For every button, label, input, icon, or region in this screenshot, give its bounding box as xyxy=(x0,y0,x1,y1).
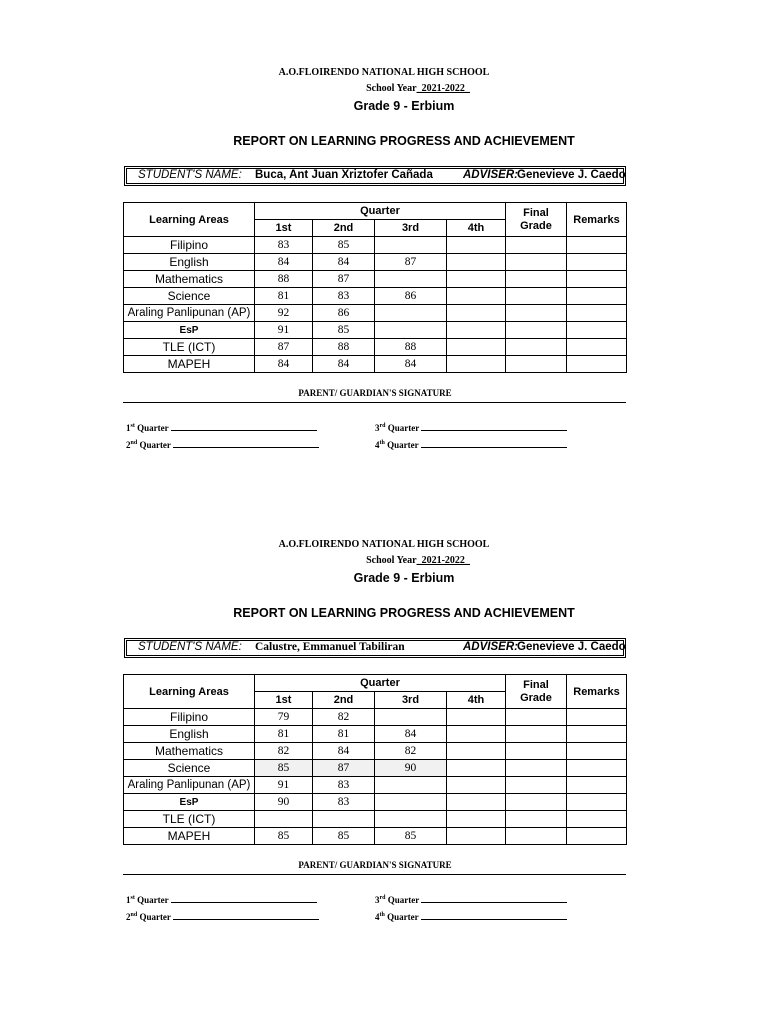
final-grade-cell xyxy=(506,726,567,743)
header-final-grade: Final Grade xyxy=(506,675,567,709)
grades-table xyxy=(123,202,627,373)
header-q2: 2nd xyxy=(313,220,375,237)
table-row xyxy=(124,271,627,288)
signature-divider xyxy=(123,402,626,403)
signature-line xyxy=(421,911,567,920)
adviser-name: Genevieve J. Caedo xyxy=(517,169,626,181)
grade-q1: 90 xyxy=(255,794,313,811)
grade-q4 xyxy=(447,777,506,794)
grade-q3: 84 xyxy=(375,726,447,743)
grade-q4 xyxy=(447,237,506,254)
final-grade-cell xyxy=(506,709,567,726)
signature-line xyxy=(421,894,567,903)
signature-line xyxy=(171,422,317,431)
grade-q3 xyxy=(375,811,447,828)
header-quarter: Quarter xyxy=(255,675,506,692)
grade-q4 xyxy=(447,709,506,726)
grade-q1: 92 xyxy=(255,305,313,322)
grade-q1: 84 xyxy=(255,254,313,271)
grade-q2: 83 xyxy=(313,777,375,794)
school-year-value: _2021-2022_ xyxy=(416,83,470,94)
grade-q1: 87 xyxy=(255,339,313,356)
signature-line xyxy=(171,894,317,903)
table-row xyxy=(124,794,627,811)
grade-q2: 87 xyxy=(313,760,375,777)
remarks-cell xyxy=(567,237,627,254)
grade-section: Grade 9 - Erbium xyxy=(353,99,455,113)
subject-name: Filipino xyxy=(124,237,255,254)
grade-q1: 82 xyxy=(255,743,313,760)
school-name: A.O.FLOIRENDO NATIONAL HIGH SCHOOL xyxy=(278,539,490,550)
student-info-box xyxy=(124,166,626,186)
school-year xyxy=(0,83,768,94)
remarks-cell xyxy=(567,356,627,373)
remarks-cell xyxy=(567,811,627,828)
grade-q3 xyxy=(375,271,447,288)
grade-q3 xyxy=(375,305,447,322)
final-grade-cell xyxy=(506,356,567,373)
subject-name: EsP xyxy=(124,794,255,811)
final-grade-cell xyxy=(506,777,567,794)
report-card-1 xyxy=(0,0,768,450)
grade-q4 xyxy=(447,760,506,777)
table-row xyxy=(124,322,627,339)
grade-q2: 88 xyxy=(313,339,375,356)
student-name-label: STUDENT'S NAME: xyxy=(138,169,242,181)
grade-q1: 81 xyxy=(255,726,313,743)
grade-q3 xyxy=(375,322,447,339)
signature-q3: 3rd Quarter xyxy=(375,894,567,905)
grade-q1: 83 xyxy=(255,237,313,254)
table-row xyxy=(124,254,627,271)
final-grade-cell xyxy=(506,743,567,760)
grade-q4 xyxy=(447,322,506,339)
table-row xyxy=(124,288,627,305)
table-row xyxy=(124,743,627,760)
signature-q2: 2nd Quarter xyxy=(126,439,319,450)
signature-q4: 4th Quarter xyxy=(375,911,567,922)
grade-q4 xyxy=(447,794,506,811)
table-row xyxy=(124,828,627,845)
final-grade-cell xyxy=(506,828,567,845)
subject-name: TLE (ICT) xyxy=(124,811,255,828)
header-q3: 3rd xyxy=(375,220,447,237)
final-grade-cell xyxy=(506,237,567,254)
signature-line xyxy=(173,911,319,920)
signature-line xyxy=(421,422,567,431)
student-name-label: STUDENT'S NAME: xyxy=(138,641,242,653)
grade-q1: 91 xyxy=(255,322,313,339)
school-year-label: School Year xyxy=(366,83,417,94)
table-row xyxy=(124,237,627,254)
school-name: A.O.FLOIRENDO NATIONAL HIGH SCHOOL xyxy=(278,67,490,78)
header-q4: 4th xyxy=(447,220,506,237)
student-name: Calustre, Emmanuel Tabiliran xyxy=(255,641,405,653)
grade-q4 xyxy=(447,828,506,845)
grade-q3 xyxy=(375,709,447,726)
grade-q1: 91 xyxy=(255,777,313,794)
grade-q4 xyxy=(447,743,506,760)
header-learning-areas: Learning Areas xyxy=(124,675,255,709)
header-q1: 1st xyxy=(255,220,313,237)
final-grade-cell xyxy=(506,305,567,322)
final-grade-cell xyxy=(506,760,567,777)
subject-name: Mathematics xyxy=(124,271,255,288)
table-row xyxy=(124,777,627,794)
signature-line xyxy=(173,439,319,448)
subject-name: Araling Panlipunan (AP) xyxy=(124,777,255,794)
grade-q4 xyxy=(447,305,506,322)
grade-q3: 87 xyxy=(375,254,447,271)
grade-q2: 82 xyxy=(313,709,375,726)
subject-name: Science xyxy=(124,760,255,777)
grade-q3: 86 xyxy=(375,288,447,305)
student-info-box xyxy=(124,638,626,658)
final-grade-cell xyxy=(506,322,567,339)
grade-q1: 88 xyxy=(255,271,313,288)
remarks-cell xyxy=(567,322,627,339)
grade-q4 xyxy=(447,339,506,356)
remarks-cell xyxy=(567,828,627,845)
subject-name: Araling Panlipunan (AP) xyxy=(124,305,255,322)
grade-q2: 81 xyxy=(313,726,375,743)
table-row xyxy=(124,709,627,726)
grade-q2: 84 xyxy=(313,743,375,760)
grade-q2: 83 xyxy=(313,794,375,811)
table-row xyxy=(124,726,627,743)
subject-name: Science xyxy=(124,288,255,305)
final-grade-cell xyxy=(506,254,567,271)
report-title: REPORT ON LEARNING PROGRESS AND ACHIEVEMENT xyxy=(233,606,575,620)
report-card-2 xyxy=(0,472,768,922)
table-row xyxy=(124,760,627,777)
table-row xyxy=(124,811,627,828)
report-title: REPORT ON LEARNING PROGRESS AND ACHIEVEMENT xyxy=(233,134,575,148)
signature-divider xyxy=(123,874,626,875)
grades-table xyxy=(123,674,627,845)
subject-name: TLE (ICT) xyxy=(124,339,255,356)
grade-q3: 85 xyxy=(375,828,447,845)
grade-q1: 84 xyxy=(255,356,313,373)
header-remarks: Remarks xyxy=(567,203,627,237)
header-q1: 1st xyxy=(255,692,313,709)
grade-q2: 84 xyxy=(313,254,375,271)
grade-q1: 85 xyxy=(255,828,313,845)
header-quarter: Quarter xyxy=(255,203,506,220)
grade-q2: 83 xyxy=(313,288,375,305)
subject-name: EsP xyxy=(124,322,255,339)
remarks-cell xyxy=(567,777,627,794)
remarks-cell xyxy=(567,305,627,322)
header-q2: 2nd xyxy=(313,692,375,709)
grade-q3: 90 xyxy=(375,760,447,777)
header-remarks: Remarks xyxy=(567,675,627,709)
grade-q1: 79 xyxy=(255,709,313,726)
subject-name: Filipino xyxy=(124,709,255,726)
remarks-cell xyxy=(567,760,627,777)
grade-q4 xyxy=(447,726,506,743)
subject-name: English xyxy=(124,254,255,271)
adviser-name: Genevieve J. Caedo xyxy=(517,641,626,653)
final-grade-cell xyxy=(506,794,567,811)
final-grade-cell xyxy=(506,288,567,305)
header-final-grade: Final Grade xyxy=(506,203,567,237)
grade-q3: 84 xyxy=(375,356,447,373)
remarks-cell xyxy=(567,726,627,743)
header-q4: 4th xyxy=(447,692,506,709)
adviser-label: ADVISER: xyxy=(463,641,518,653)
student-name: Buca, Ant Juan Xriztofer Cañada xyxy=(255,169,433,181)
remarks-cell xyxy=(567,254,627,271)
grade-q4 xyxy=(447,356,506,373)
school-year-value: _2021-2022_ xyxy=(416,555,470,566)
table-row xyxy=(124,305,627,322)
remarks-cell xyxy=(567,794,627,811)
grade-q3: 82 xyxy=(375,743,447,760)
signature-q2: 2nd Quarter xyxy=(126,911,319,922)
grade-q2: 86 xyxy=(313,305,375,322)
signature-q1: 1st Quarter xyxy=(126,894,317,905)
signature-title: PARENT/ GUARDIAN'S SIGNATURE xyxy=(298,860,452,870)
adviser-label: ADVISER: xyxy=(463,169,518,181)
remarks-cell xyxy=(567,339,627,356)
school-year-label: School Year xyxy=(366,555,417,566)
grade-q2 xyxy=(313,811,375,828)
grade-q2: 87 xyxy=(313,271,375,288)
grade-q3: 88 xyxy=(375,339,447,356)
subject-name: MAPEH xyxy=(124,356,255,373)
signature-q3: 3rd Quarter xyxy=(375,422,567,433)
grade-q4 xyxy=(447,271,506,288)
signature-q1: 1st Quarter xyxy=(126,422,317,433)
grade-q2: 85 xyxy=(313,322,375,339)
header-learning-areas: Learning Areas xyxy=(124,203,255,237)
grade-q1: 81 xyxy=(255,288,313,305)
grade-q4 xyxy=(447,288,506,305)
grade-q4 xyxy=(447,811,506,828)
final-grade-cell xyxy=(506,339,567,356)
school-year xyxy=(0,555,768,566)
grade-q2: 84 xyxy=(313,356,375,373)
final-grade-cell xyxy=(506,271,567,288)
header-q3: 3rd xyxy=(375,692,447,709)
grade-q3 xyxy=(375,777,447,794)
signature-line xyxy=(421,439,567,448)
subject-name: Mathematics xyxy=(124,743,255,760)
subject-name: MAPEH xyxy=(124,828,255,845)
table-row xyxy=(124,339,627,356)
grade-q3 xyxy=(375,237,447,254)
remarks-cell xyxy=(567,743,627,760)
grade-section: Grade 9 - Erbium xyxy=(353,571,455,585)
signature-q4: 4th Quarter xyxy=(375,439,567,450)
grade-q4 xyxy=(447,254,506,271)
grade-q2: 85 xyxy=(313,237,375,254)
remarks-cell xyxy=(567,271,627,288)
final-grade-cell xyxy=(506,811,567,828)
grade-q3 xyxy=(375,794,447,811)
signature-title: PARENT/ GUARDIAN'S SIGNATURE xyxy=(298,388,452,398)
grade-q2: 85 xyxy=(313,828,375,845)
remarks-cell xyxy=(567,288,627,305)
table-row xyxy=(124,356,627,373)
remarks-cell xyxy=(567,709,627,726)
grade-q1 xyxy=(255,811,313,828)
subject-name: English xyxy=(124,726,255,743)
grade-q1: 85 xyxy=(255,760,313,777)
